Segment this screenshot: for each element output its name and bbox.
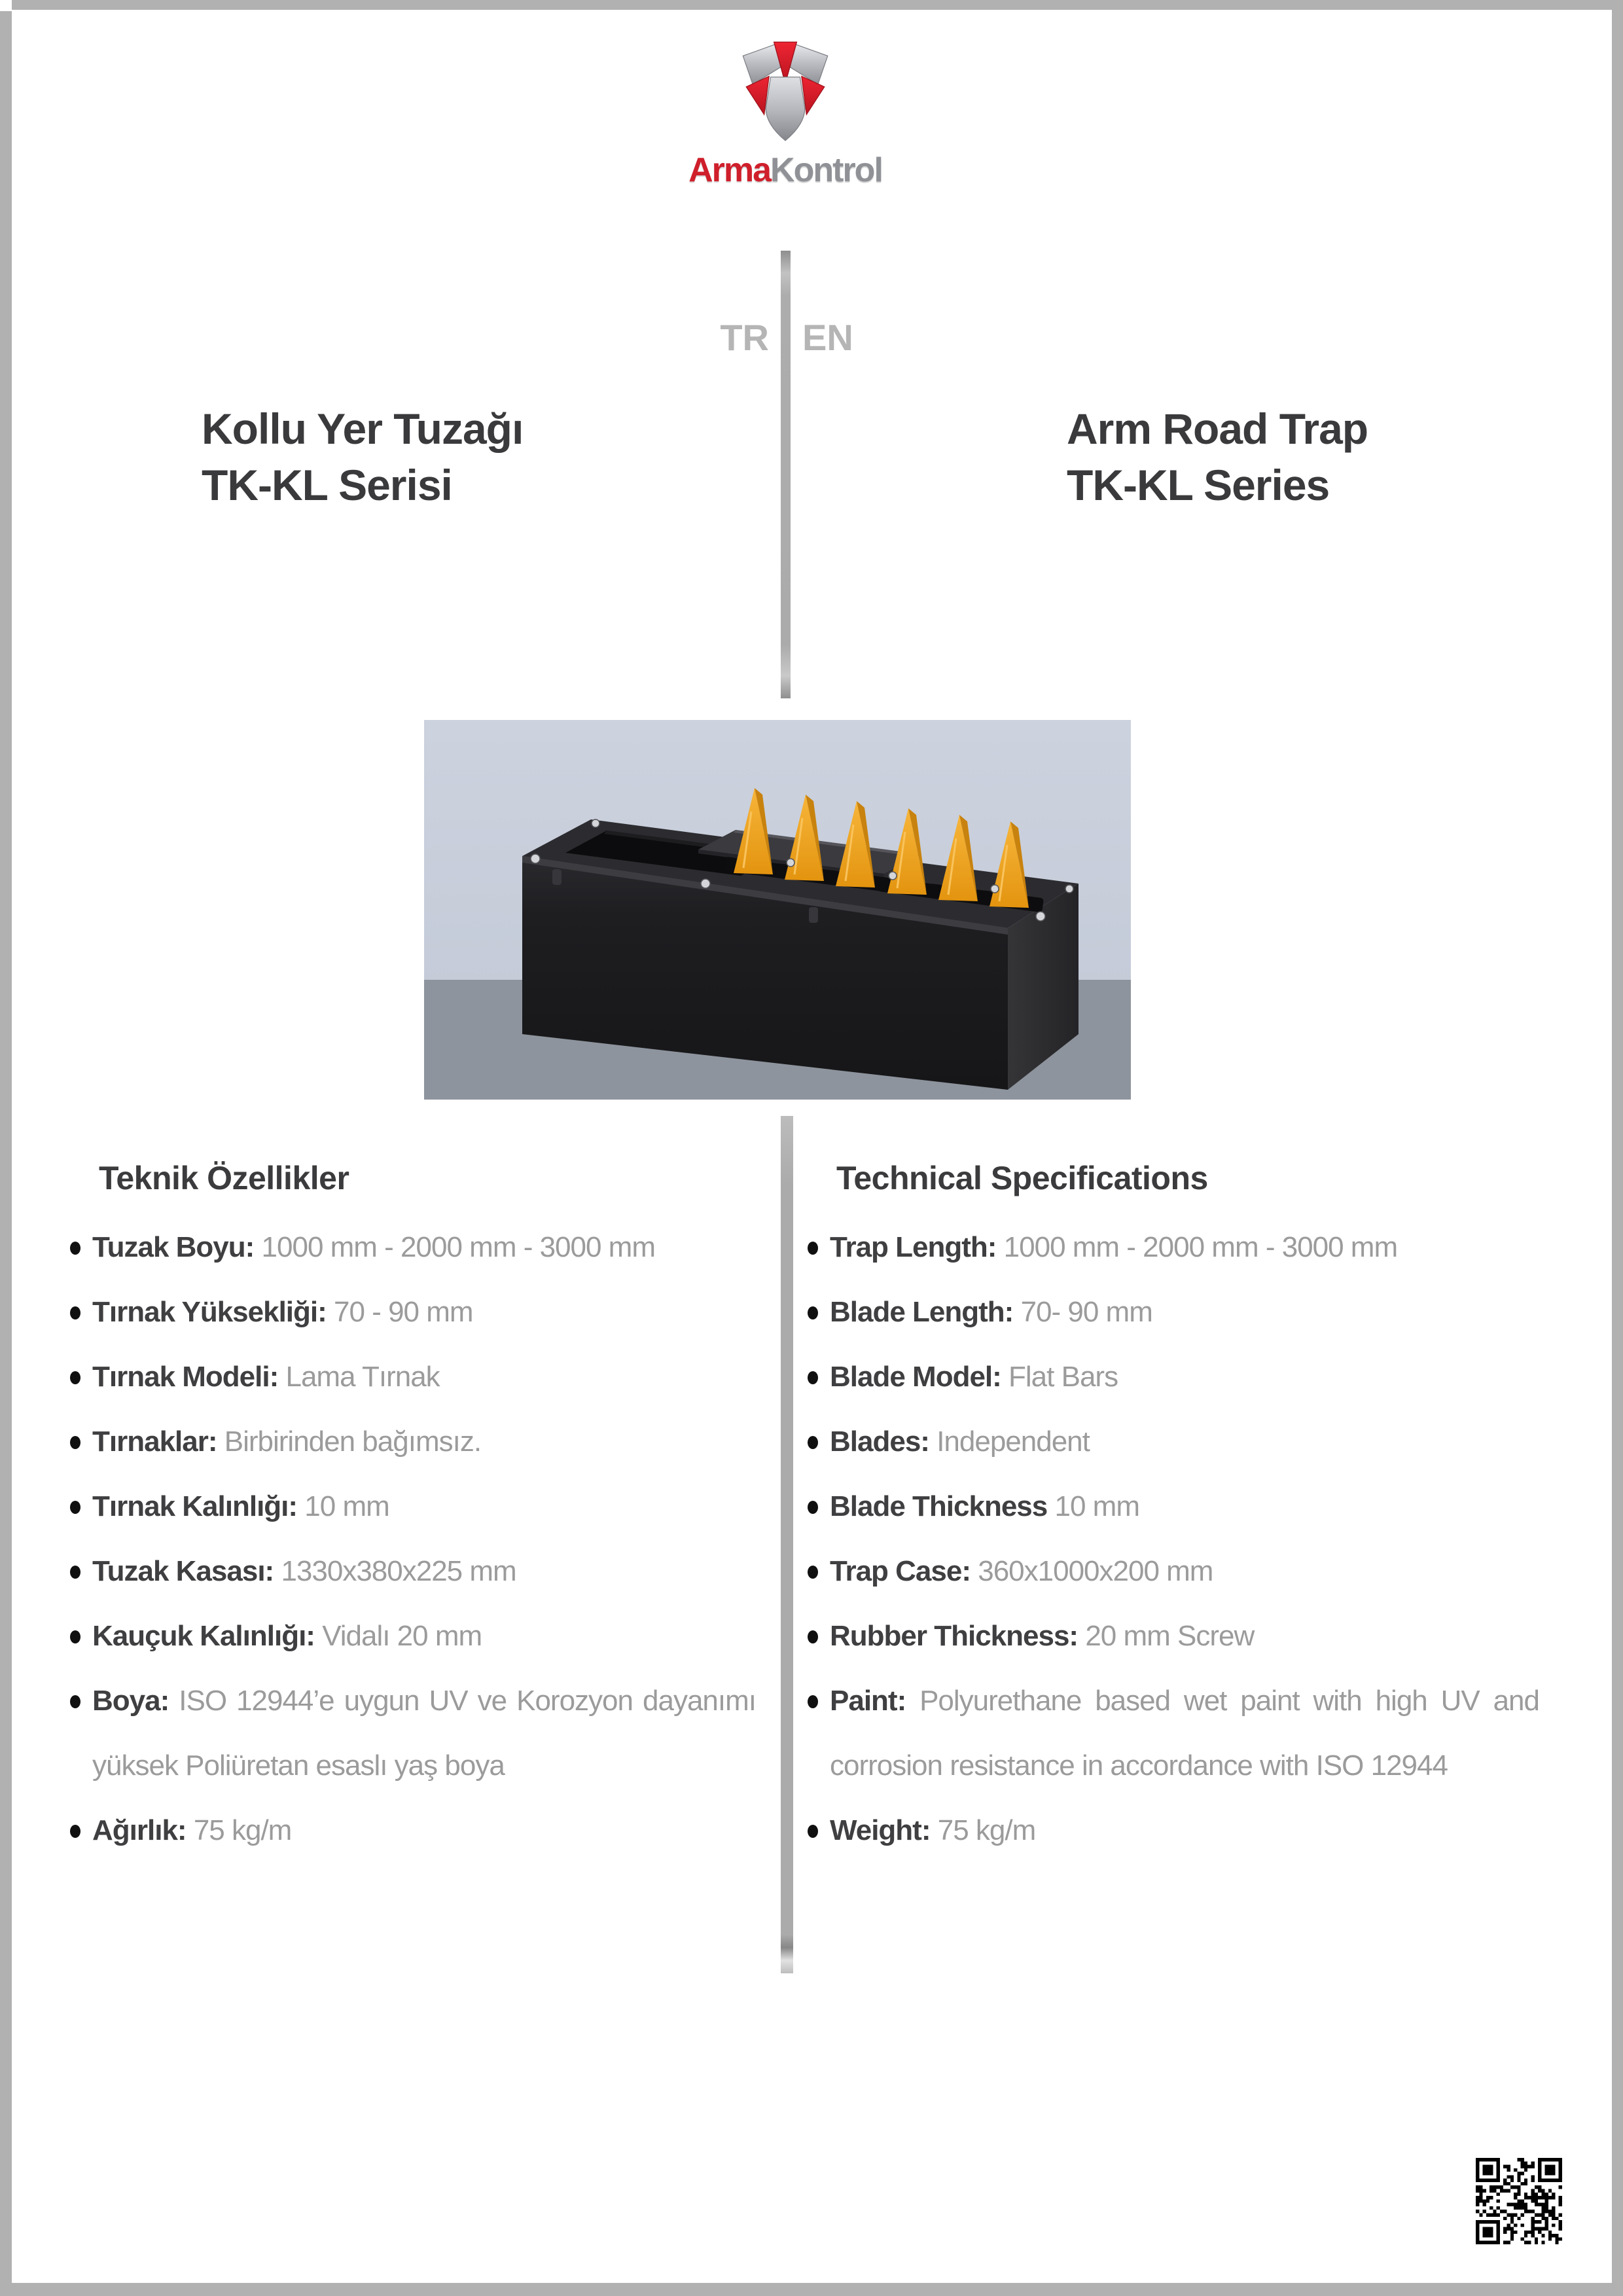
page-border-right <box>1612 10 1623 2296</box>
spec-label: Tırnak Modeli: <box>92 1361 279 1393</box>
spec-label: Tırnak Yüksekliği: <box>92 1296 327 1328</box>
bullet-icon <box>808 1566 818 1579</box>
spec-row <box>69 1539 756 1604</box>
qr-code <box>1476 2158 1562 2244</box>
bullet-icon <box>808 1695 818 1708</box>
spec-value: ISO 12944’e uygun UV ve Korozyon dayanımı yüksek Poliüretan esaslı yaş boya <box>92 1685 756 1782</box>
spec-row <box>806 1409 1539 1474</box>
specs-section-tr <box>69 1160 756 1863</box>
bullet-icon <box>808 1436 818 1449</box>
spec-value: Lama Tırnak <box>285 1361 440 1393</box>
specs-heading-en: Technical Specifications <box>836 1160 1208 1196</box>
spec-row <box>69 1215 756 1280</box>
page-border-top <box>12 0 1623 10</box>
spec-row <box>806 1668 1539 1798</box>
spec-row <box>69 1798 756 1863</box>
spec-row <box>806 1344 1539 1409</box>
language-tab-tr[interactable]: TR <box>720 317 769 358</box>
spec-row <box>69 1344 756 1409</box>
shield-logo-icon <box>736 38 834 148</box>
spec-value: Independent <box>936 1426 1090 1458</box>
spec-value: 360x1000x200 mm <box>978 1555 1213 1587</box>
bullet-icon <box>808 1242 818 1255</box>
language-tab-en[interactable]: EN <box>802 317 853 358</box>
bullet-icon <box>808 1371 818 1384</box>
spec-label: Blade Model: <box>830 1361 1001 1393</box>
spec-value: 1000 mm - 2000 mm - 3000 mm <box>1003 1231 1398 1263</box>
spec-row <box>806 1798 1539 1863</box>
spec-value: 20 mm Screw <box>1085 1620 1255 1652</box>
spec-label: Kauçuk Kalınlığı: <box>92 1620 315 1652</box>
specs-divider-bar <box>781 1116 793 1973</box>
road-trap-render-svg <box>424 720 1131 1100</box>
page-border-bottom <box>0 2283 1612 2296</box>
brand-logo <box>674 38 897 188</box>
spec-label: Blades: <box>830 1426 929 1458</box>
spec-row <box>806 1215 1539 1280</box>
language-divider-bar <box>781 251 791 698</box>
spec-label: Paint: <box>830 1685 906 1717</box>
product-title-en-line1: Arm Road Trap <box>1067 404 1368 453</box>
brand-wordmark <box>674 152 897 188</box>
spec-label: Trap Length: <box>830 1231 997 1263</box>
brand-text-red: Arma <box>688 151 771 189</box>
product-title-en <box>1067 401 1368 513</box>
spec-row <box>69 1668 756 1798</box>
spec-value: 75 kg/m <box>937 1814 1036 1846</box>
spec-list-tr <box>69 1215 756 1863</box>
bullet-icon <box>70 1825 80 1838</box>
spec-row <box>69 1474 756 1539</box>
spec-value: 70- 90 mm <box>1020 1296 1152 1328</box>
spec-row <box>806 1539 1539 1604</box>
spec-value: 1330x380x225 mm <box>281 1555 516 1587</box>
spec-label: Blade Thickness <box>830 1490 1048 1522</box>
product-render <box>424 720 1131 1100</box>
spec-label: Tuzak Kasası: <box>92 1555 274 1587</box>
spec-value: 10 mm <box>304 1490 389 1522</box>
brand-text-gray: Kontrol <box>770 151 882 189</box>
spec-row <box>806 1604 1539 1668</box>
qr-code-icon <box>1476 2158 1562 2244</box>
spec-value: 70 - 90 mm <box>334 1296 473 1328</box>
spec-label: Tuzak Boyu: <box>92 1231 255 1263</box>
product-title-tr-line2: TK-KL Serisi <box>202 461 452 509</box>
spec-value: 10 mm <box>1054 1490 1139 1522</box>
spec-label: Trap Case: <box>830 1555 971 1587</box>
bullet-icon <box>70 1242 80 1255</box>
spec-label: Tırnaklar: <box>92 1426 217 1458</box>
spec-label: Weight: <box>830 1814 931 1846</box>
spec-label: Blade Length: <box>830 1296 1014 1328</box>
product-title-tr <box>202 401 523 513</box>
bullet-icon <box>808 1825 818 1838</box>
product-title-tr-line1: Kollu Yer Tuzağı <box>202 404 524 453</box>
specs-heading-tr: Teknik Özellikler <box>99 1160 349 1196</box>
spec-value: Vidalı 20 mm <box>322 1620 482 1652</box>
spec-row <box>806 1474 1539 1539</box>
page-border-left <box>0 11 12 2283</box>
bullet-icon <box>70 1436 80 1449</box>
product-title-en-line2: TK-KL Series <box>1067 461 1330 509</box>
spec-value: Flat Bars <box>1008 1361 1118 1393</box>
spec-row <box>69 1280 756 1344</box>
bullet-icon <box>808 1630 818 1643</box>
bullet-icon <box>70 1630 80 1643</box>
spec-value: Birbirinden bağımsız. <box>224 1426 482 1458</box>
bullet-icon <box>70 1306 80 1319</box>
bullet-icon <box>70 1695 80 1708</box>
spec-label: Ağırlık: <box>92 1814 187 1846</box>
bullet-icon <box>70 1566 80 1579</box>
spec-label: Tırnak Kalınlığı: <box>92 1490 298 1522</box>
spec-label: Rubber Thickness: <box>830 1620 1079 1652</box>
spec-row <box>69 1604 756 1668</box>
spec-list-en <box>806 1215 1539 1863</box>
bullet-icon <box>808 1501 818 1514</box>
spec-value: 1000 mm - 2000 mm - 3000 mm <box>261 1231 655 1263</box>
specs-section-en <box>806 1160 1539 1863</box>
bullet-icon <box>70 1501 80 1514</box>
spec-value: Polyurethane based wet paint with high UV and corrosion resistance in accordance with ISO 12944 <box>830 1685 1539 1782</box>
spec-value: 75 kg/m <box>193 1814 292 1846</box>
bullet-icon <box>808 1306 818 1319</box>
bullet-icon <box>70 1371 80 1384</box>
spec-row <box>69 1409 756 1474</box>
spec-label: Boya: <box>92 1685 169 1717</box>
spec-row <box>806 1280 1539 1344</box>
